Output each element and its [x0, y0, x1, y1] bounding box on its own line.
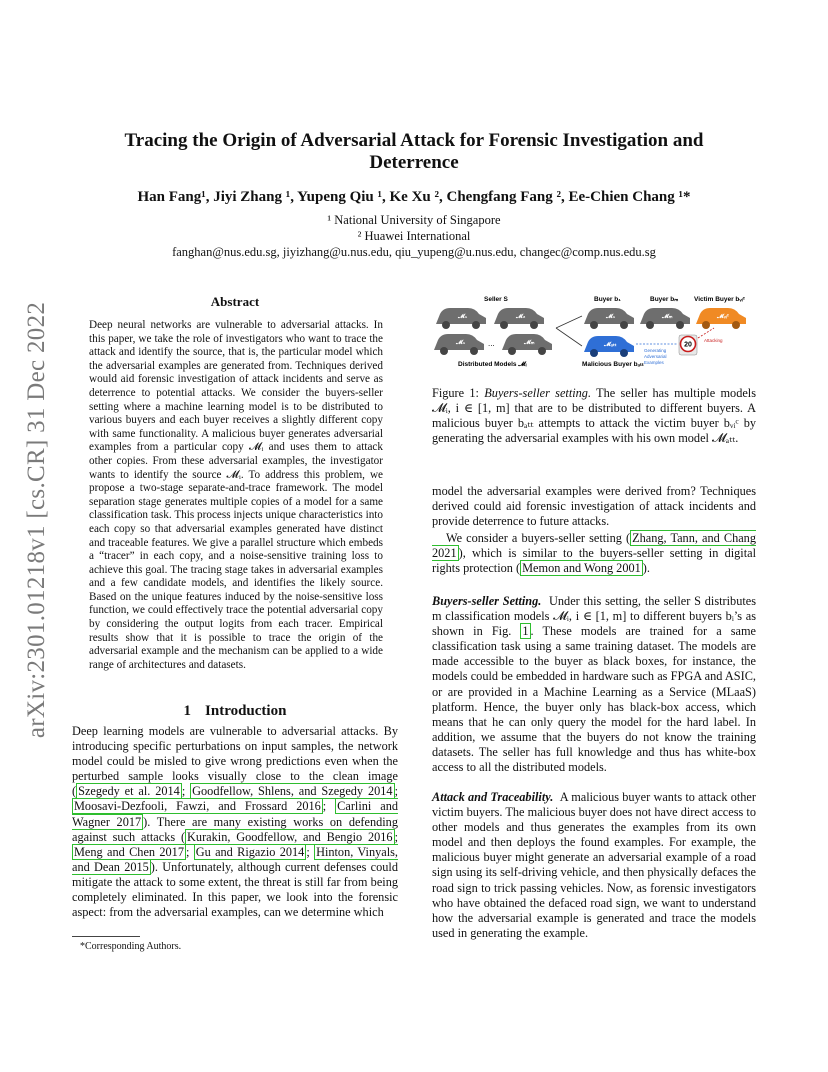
citation-link[interactable]: Memon and Wong 2001 — [522, 561, 641, 576]
svg-text:𝓜₁: 𝓜₁ — [456, 340, 466, 346]
victim-buyer-label: Victim Buyer bᵥᵢᶜ — [694, 296, 746, 303]
buyers-seller-paragraph: Buyers-seller Setting. Under this setting, the seller S distributes m classification models 𝓜ᵢ, i ∈ [1, m] to different buyers bᵢ’s as shown in Fig. 1 . These models are trained for a same classification task using a same training dataset. The models are made accessible to the buyer as black boxes, for instance, the models could be embedded in hardware such as FPGA and ASIC, or are provided in a Machine Learning as a Service (MLaaS) platform. Hence, the buyer only has black-box access, which means that he can only query the model for the hard label. In addition, we assume that the buyers do not know the training datasets. The seller has full knowledge and thus has white-box access to all the distributed models. — [432, 594, 756, 775]
figure-reference-link[interactable]: 1 — [522, 624, 529, 639]
intro-paragraph-continued: model the adversarial examples were derived from? Techniques derived could aid forensic investigation of attack incidents and provide deterrence to future attacks. — [432, 484, 756, 529]
road-sign-icon — [679, 335, 697, 355]
citation-link[interactable]: Gu and Rigazio 2014 — [195, 844, 305, 859]
buyer-1-label: Buyer b₁ — [594, 296, 621, 303]
car-icon — [584, 308, 634, 329]
citation-link[interactable]: Szegedy et al. 2014 — [78, 784, 180, 799]
author-emails: fanghan@nus.edu.sg, jiyizhang@u.nus.edu, qiu_yupeng@u.nus.edu, changec@comp.nus.edu.sg — [172, 245, 656, 259]
citation-link[interactable]: Moosavi-Dezfooli, Fawzi, and Frossard 2016 — [74, 799, 321, 814]
car-icon — [494, 308, 544, 329]
malicious-buyer-label: Malicious Buyer bₐₜₜ — [582, 361, 644, 368]
citation-link[interactable]: Meng and Chen 2017 — [74, 844, 184, 859]
seller-label: Seller S — [484, 296, 508, 303]
attacking-label: Attacking — [704, 338, 723, 343]
citation-link[interactable]: Carlini and Wagner 2017 — [72, 799, 398, 829]
svg-text:𝓜ₘ: 𝓜ₘ — [662, 314, 673, 320]
svg-text:20: 20 — [684, 341, 692, 349]
attack-traceability-paragraph: Attack and Traceability. A malicious buyer wants to attack other victim buyers. The malicious buyer does not have direct access to other models and thus generates the examples from its own model and then deploys the found examples. For example, the malicious buyer might generate an adversarial example of a road sign using its self-driving vehicle, and then physically defaces the road sign to trick passing vehicles. Now, as forensic investigators who have obtained the defaced road sign, we want to understand how the adversarial example is generated and trace the models used in generating the example. — [432, 790, 756, 940]
arrow-line — [556, 328, 582, 346]
car-icon — [434, 334, 484, 355]
run-in-heading: Attack and Traceability. — [432, 790, 554, 804]
footnote: *Corresponding Authors. — [80, 941, 182, 952]
malicious-car-icon — [584, 336, 634, 357]
abstract-text: Deep neural networks are vulnerable to adversarial attacks. In this paper, we take the role of investigators who want to trace the attack and identify the source, that is, the particular model which the adversarial examples are generated from. Techniques derived would aid forensic investigation of attack incidents and serve as deterrence to potential attacks. We consider the buyers-seller setting where a machine learning model is to be distributed to various buyers and each buyer receives a slightly different copy with same functionality. A malicious buyer generates adversarial examples from a particular copy 𝓜ᵢ and uses them to attack other copies. From these adversarial examples, the investigator wants to identify the source 𝓜ᵢ. To address this problem, we propose a two-stage separate-and-trace framework. The model separation stage generates multiple copies of a model for a same classification task. This process injects unique characteristics into each copy so that adversarial examples generated have distinct and traceable features. We give a parallel structure which embeds a “tracer” in each copy, and a noise-sensitive training loss to achieve this goal. The tracing stage takes in adversarial examples and a few candidate models, and identifies the likely source. Based on the unique features induced by the noise-sensitive loss function, we could effectively trace the potential adversarial copy by considering the output logits from each tracer. Empirical results show that it is possible to trace the origin of the adversarial example and the mechanism can be applied to a wide range of architectures and datasets. — [89, 319, 383, 671]
generating-label: Adversarial — [644, 354, 667, 359]
arxiv-identifier: arXiv:2301.01218v1 [cs.CR] 31 Dec 2022 — [23, 301, 50, 739]
svg-text:𝓜₂: 𝓜₂ — [516, 314, 526, 320]
ellipsis: ... — [488, 339, 495, 348]
car-icon — [502, 334, 552, 355]
generating-label: Generating — [644, 348, 667, 353]
car-icon — [640, 308, 690, 329]
citation-link[interactable]: Zhang, Tann, and Chang 2021 — [432, 531, 756, 561]
paper-title: Tracing the Origin of Adversarial Attack for Forensic Investigation and Deterrence — [124, 130, 704, 173]
affiliation-2: ² Huawei International — [357, 229, 471, 243]
victim-car-icon — [696, 308, 746, 329]
footnote-rule — [72, 936, 140, 937]
figure-1-diagram — [432, 292, 756, 380]
distributed-models-label: Distributed Models 𝓜ᵢ — [458, 361, 527, 368]
run-in-heading: Buyers-seller Setting. — [432, 594, 542, 608]
affiliation-1: ¹ National University of Singapore — [327, 213, 501, 227]
car-icon — [436, 308, 486, 329]
section-title: Introduction — [205, 703, 287, 719]
citation-link[interactable]: Kurakin, Goodfellow, and Bengio 2016 — [187, 829, 393, 844]
abstract-heading: Abstract — [210, 294, 260, 309]
svg-text:𝓜₁: 𝓜₁ — [606, 314, 616, 320]
svg-text:𝓜ₐₜₜ: 𝓜ₐₜₜ — [604, 342, 617, 348]
author-list: Han Fang¹, Jiyi Zhang ¹, Yupeng Qiu ¹, Ke Xu ², Chengfang Fang ², Ee-Chien Chang ¹* — [137, 189, 691, 205]
intro-paragraph-1: Deep learning models are vulnerable to adversarial attacks. By introducing specific perturbations on input samples, the network model could be misled to give wrong predictions even when the perturbed sample looks visually close to the clean image ( Szegedy et al. 2014 ; Goodfellow, Shlens, and Szegedy 2014 ; Moosavi-Dezfooli, Fawzi, and Frossard 2016 ; Carlini and Wagner 2017 ). There are many existing works on defending against such attacks ( Kurakin, Goodfellow, and Bengio 2016 ; Meng and Chen 2017 ; Gu and Rigazio 2014 ; Hinton, Vinyals, and Dean 2015 ). Unfortunately, although current defenses could mitigate the attack to some extent, the threat is still far from being completely eliminated. In this paper, we look into the forensic aspect: from the adversarial examples, can we determine which — [72, 724, 398, 920]
svg-text:𝓜ᵥᵢᶜ: 𝓜ᵥᵢᶜ — [717, 314, 730, 320]
figure-1-caption: Figure 1: Buyers-seller setting. The seller has multiple models 𝓜ᵢ, i ∈ [1, m] that are to be distributed to different buyers. A malicious buyer bₐₜₜ attempts to attack the victim buyer bᵥᵢᶜ by generating the adversarial examples with his own model 𝓜ₐₜₜ. — [432, 386, 756, 446]
arrow-line — [556, 316, 582, 328]
citation-link[interactable]: Goodfellow, Shlens, and Szegedy 2014 — [192, 784, 393, 799]
svg-text:𝓜ₘ: 𝓜ₘ — [524, 340, 535, 346]
section-heading-introduction — [72, 703, 398, 720]
citation-link[interactable]: Hinton, Vinyals, and Dean 2015 — [72, 844, 398, 874]
svg-text:𝓜₁: 𝓜₁ — [458, 314, 468, 320]
generating-label: Examples — [644, 360, 664, 365]
section-number: 1 — [183, 703, 192, 719]
buyer-m-label: Buyer bₘ — [650, 296, 679, 303]
intro-paragraph-2: We consider a buyers-seller setting ( Zhang, Tann, and Chang 2021 ), which is similar to the buyers-seller setting in digital rights protection ( Memon and Wong 2001 ). — [432, 531, 756, 576]
arrow-line — [698, 328, 714, 338]
